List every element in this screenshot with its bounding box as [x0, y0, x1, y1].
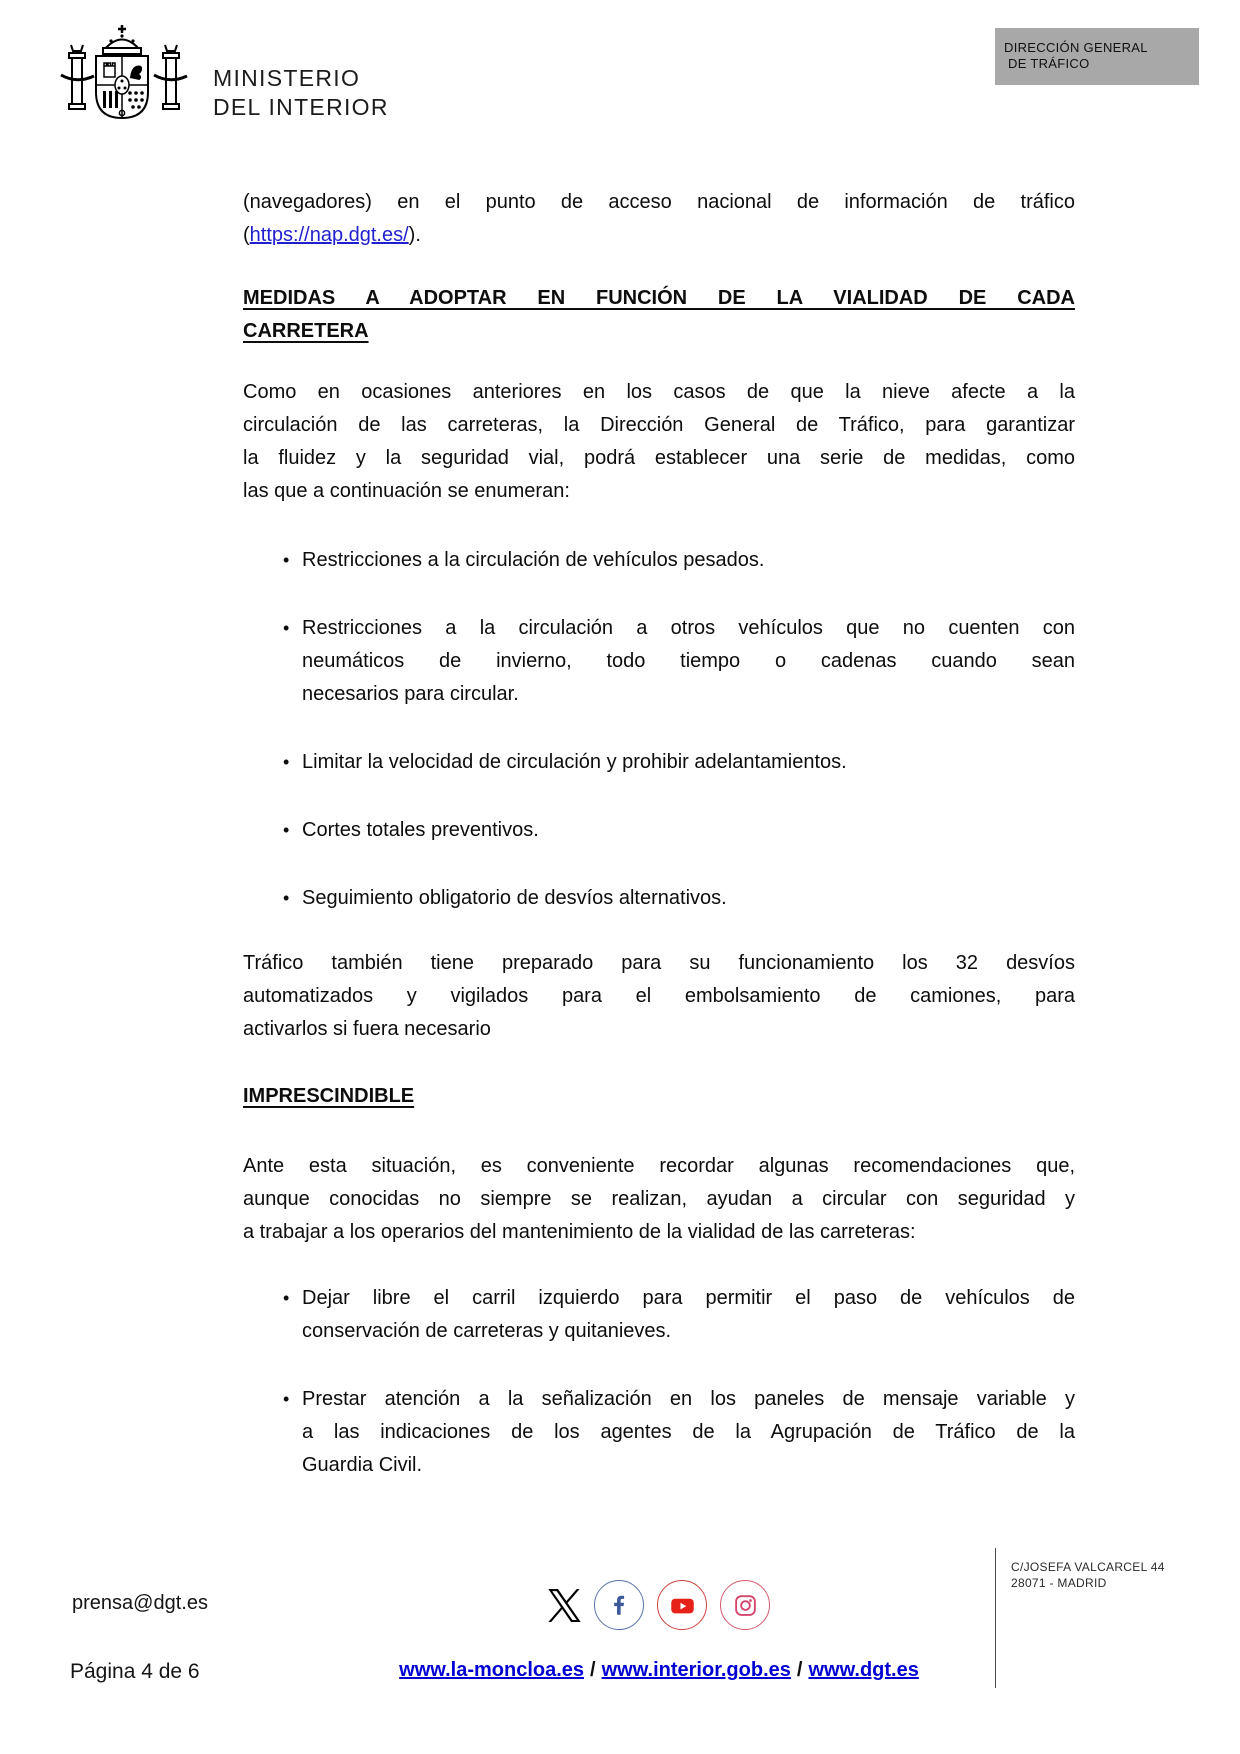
text-line: Restricciones a la circulación de vehículos pesados.	[302, 549, 765, 571]
text-line: (navegadores) en el punto de acceso nacional de información de tráfico	[243, 191, 1075, 213]
list-item	[243, 882, 1075, 915]
office-address	[1011, 1560, 1165, 1591]
bullet-icon: •	[283, 1389, 290, 1409]
dgt-department-badge	[995, 28, 1199, 85]
interior-gob-link[interactable]: www.interior.gob.es	[601, 1659, 791, 1681]
text-line: activarlos si fuera necesario	[243, 1018, 491, 1040]
bullet-icon: •	[283, 820, 290, 840]
section2-paragraph	[243, 1150, 1075, 1249]
spain-coat-of-arms-logo	[58, 22, 190, 142]
list-item	[243, 814, 1075, 847]
heading-line: MEDIDAS A ADOPTAR EN FUNCIÓN DE LA VIALIDAD DE CADA	[243, 287, 1075, 309]
list-item	[243, 544, 1075, 577]
document-body	[243, 186, 1075, 1482]
heading-line: CARRETERA	[243, 320, 369, 342]
text-line: a trabajar a los operarios del mantenimiento de la vialidad de las carreteras:	[243, 1221, 916, 1243]
nap-dgt-link[interactable]: https://nap.dgt.es/	[249, 224, 409, 246]
text-line: Cortes totales preventivos.	[302, 819, 539, 841]
text-line: automatizados y vigilados para el embolsamiento de camiones, para	[243, 985, 1075, 1007]
text-line: Como en ocasiones anteriores en los casos de que la nieve afecte a la	[243, 381, 1075, 403]
youtube-icon[interactable]	[657, 1580, 707, 1630]
bullet-icon: •	[283, 618, 290, 638]
list-item	[243, 612, 1075, 711]
bullet-icon: •	[283, 888, 290, 908]
ministry-title	[213, 64, 389, 122]
text-line: Dejar libre el carril izquierdo para permitir el paso de vehículos de	[302, 1287, 1075, 1309]
recommendations-bullet-list	[243, 1282, 1075, 1482]
badge-line1: DIRECCIÓN GENERAL	[1004, 40, 1148, 55]
bullet-icon: •	[283, 752, 290, 772]
text-line: la fluidez y la seguridad vial, podrá establecer una serie de medidas, como	[243, 447, 1075, 469]
text-line: a las indicaciones de los agentes de la Agrupación de Tráfico de la	[302, 1421, 1075, 1443]
section1-heading	[243, 282, 1075, 348]
text-line: las que a continuación se enumeran:	[243, 480, 570, 502]
bullet-icon: •	[283, 550, 290, 570]
list-item	[243, 1383, 1075, 1482]
social-icons-row	[548, 1580, 770, 1630]
section2-heading	[243, 1080, 1075, 1113]
la-moncloa-link[interactable]: www.la-moncloa.es	[399, 1659, 585, 1681]
text-line: Guardia Civil.	[302, 1454, 423, 1476]
text-line: Limitar la velocidad de circulación y prohibir adelantamientos.	[302, 751, 847, 773]
badge-line2: DE TRÁFICO	[1008, 56, 1090, 71]
text-line: circulación de las carreteras, la Dirección General de Tráfico, para garantizar	[243, 414, 1075, 436]
text-line: Tráfico también tiene preparado para su funcionamiento los 32 desvíos	[243, 952, 1075, 974]
measures-bullet-list	[243, 544, 1075, 915]
link-suffix: ).	[408, 224, 421, 246]
text-line: Restricciones a la circulación a otros vehículos que no cuenten con	[302, 617, 1075, 639]
text-line: aunque conocidas no siempre se realizan, ayudan a circular con seguridad y	[243, 1188, 1075, 1210]
section1-closing-paragraph	[243, 947, 1075, 1046]
list-item	[243, 1282, 1075, 1348]
dgt-link[interactable]: www.dgt.es	[808, 1659, 919, 1681]
text-line: conservación de carreteras y quitanieves.	[302, 1320, 672, 1342]
heading-line: IMPRESCINDIBLE	[243, 1085, 415, 1107]
facebook-icon[interactable]	[594, 1580, 644, 1630]
link-separator: /	[796, 1659, 803, 1681]
text-line: necesarios para circular.	[302, 683, 519, 705]
text-line: Prestar atención a la señalización en los paneles de mensaje variable y	[302, 1388, 1075, 1410]
intro-link-line	[243, 219, 1075, 252]
text-line: Ante esta situación, es conveniente recordar algunas recomendaciones que,	[243, 1155, 1075, 1177]
text-line: neumáticos de invierno, todo tiempo o cadenas cuando sean	[302, 650, 1075, 672]
section1-paragraph	[243, 376, 1075, 508]
ministry-line1: MINISTERIO	[213, 65, 361, 91]
link-separator: /	[590, 1659, 596, 1681]
footer-links	[243, 1658, 1075, 1682]
ministry-line2: DEL INTERIOR	[213, 94, 389, 120]
x-twitter-icon[interactable]	[548, 1589, 581, 1622]
bullet-icon: •	[283, 1288, 290, 1308]
text-line: Seguimiento obligatorio de desvíos alternativos.	[302, 887, 727, 909]
address-line1: C/JOSEFA VALCARCEL 44	[1011, 1560, 1165, 1574]
intro-paragraph	[243, 186, 1075, 252]
page-indicator: Página 4 de 6	[70, 1660, 200, 1683]
list-item	[243, 746, 1075, 779]
link-prefix: (	[243, 224, 250, 246]
press-email: prensa@dgt.es	[72, 1592, 208, 1614]
address-line2: 28071 - MADRID	[1011, 1575, 1107, 1590]
instagram-icon[interactable]	[720, 1580, 770, 1630]
